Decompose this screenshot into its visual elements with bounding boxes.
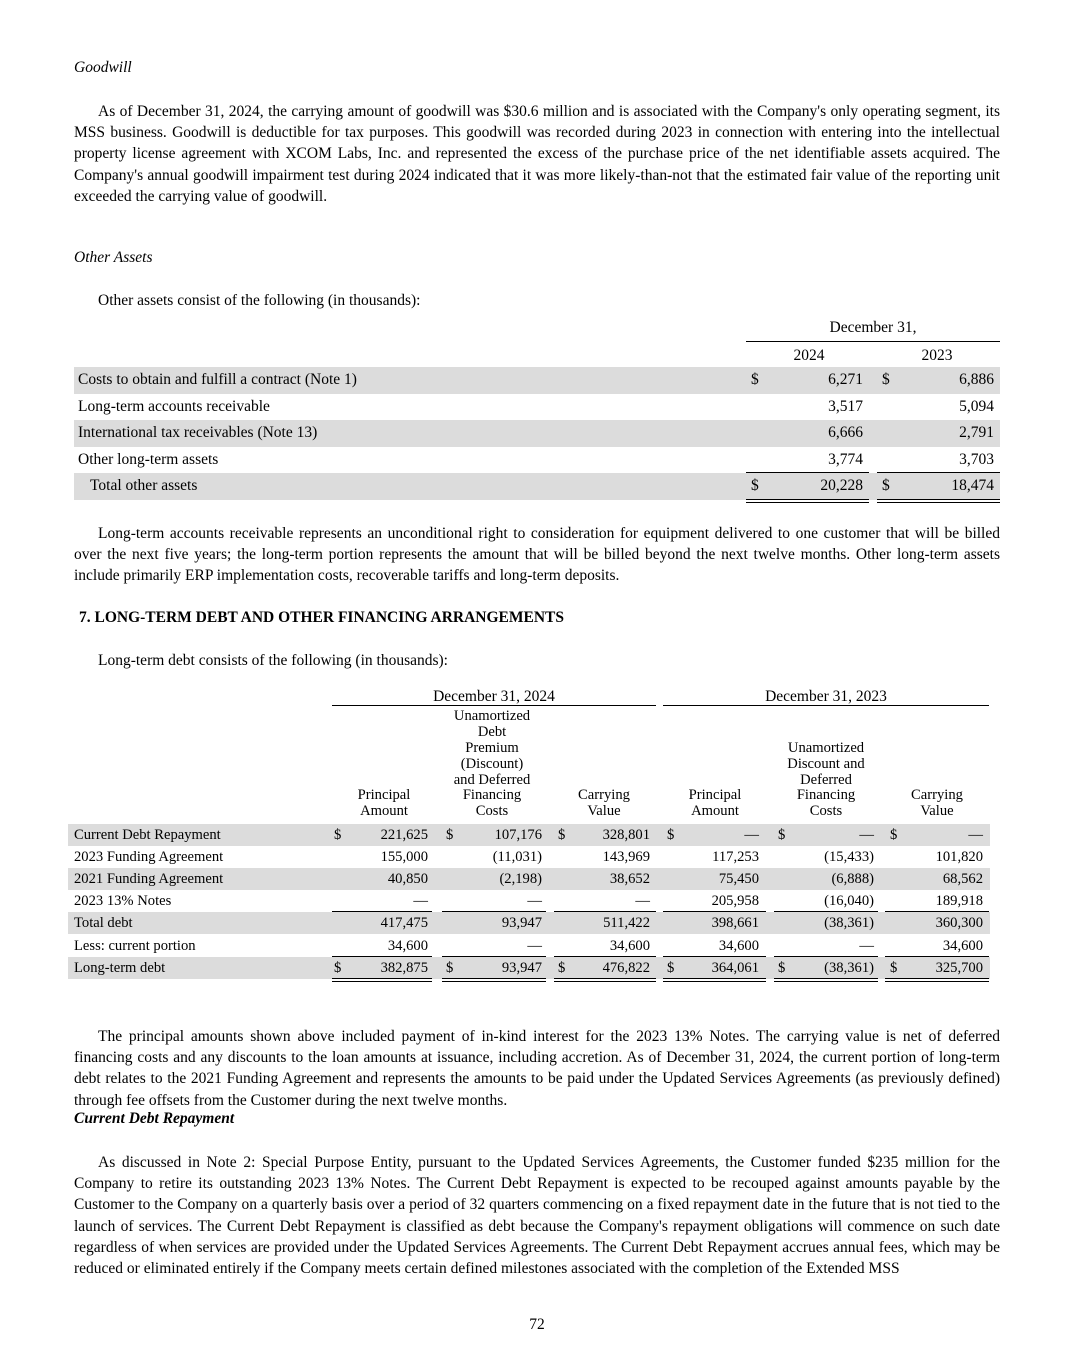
column-header <box>663 788 767 820</box>
column-header <box>438 709 546 820</box>
debt-value: 68,562 <box>942 871 983 888</box>
dollar-sign: $ <box>751 371 759 388</box>
header-rule <box>746 341 1000 342</box>
debt-value: (6,888) <box>831 871 874 888</box>
column-header-line: Financing <box>462 787 522 804</box>
debt-row <box>68 935 990 957</box>
value-2023: 6,886 <box>959 371 994 388</box>
value-2023: 18,474 <box>951 477 994 494</box>
debt-lead: Long-term debt consists of the following (in thousands): <box>98 652 448 669</box>
debt-value: 364,061 <box>711 959 759 976</box>
debt-value: 93,947 <box>501 915 542 932</box>
year-2023-header: 2023 <box>921 347 953 364</box>
column-header-line: Debt <box>477 724 507 741</box>
debt-value: 382,875 <box>380 959 428 976</box>
debt-value: 34,600 <box>387 937 428 954</box>
debt-value: — <box>413 893 428 910</box>
row-label: Long-term debt <box>74 959 166 976</box>
dollar-sign: $ <box>558 827 566 843</box>
debt-value: (16,040) <box>824 893 874 910</box>
total-double-rule <box>663 978 766 982</box>
column-header-line: Premium <box>465 739 519 756</box>
column-header-line: Amount <box>360 803 408 820</box>
column-header-line: Principal <box>688 787 742 804</box>
column-header <box>771 741 881 820</box>
debt-value: — <box>859 827 874 843</box>
dollar-sign: $ <box>890 827 898 843</box>
debt-value: 511,422 <box>603 915 650 932</box>
debt-value: 107,176 <box>494 827 542 843</box>
row-label: 2023 13% Notes <box>74 893 172 910</box>
section-7-heading: 7. LONG-TERM DEBT AND OTHER FINANCING ARRANGEMENTS <box>79 609 565 626</box>
debt-value: (11,031) <box>492 849 542 866</box>
debt-value: 38,652 <box>609 871 650 888</box>
debt-value: 143,969 <box>602 849 650 866</box>
debt-row <box>68 824 990 846</box>
dollar-sign: $ <box>667 827 675 843</box>
debt-value: (15,433) <box>824 849 874 866</box>
column-header <box>552 788 656 820</box>
row-label: International tax receivables (Note 13) <box>78 424 318 441</box>
header-rule <box>332 705 656 706</box>
dollar-sign: $ <box>882 477 890 494</box>
total-double-rule <box>332 978 432 982</box>
dollar-sign: $ <box>778 959 786 976</box>
other-assets-row <box>74 447 1000 474</box>
debt-value: — <box>527 893 542 910</box>
debt-value: 476,822 <box>602 959 650 976</box>
dollar-sign: $ <box>778 827 786 843</box>
goodwill-paragraph: As of December 31, 2024, the carrying amount of goodwill was $30.6 million and is associated with the Company's only operating segment, its MSS business. Goodwill is deductible for tax purposes. This goodwill was recorded during 2023 in connection with entering into the intellectual property license agreement with XCOM Labs, Inc. and represented the excess of the purchase price of the net identifiable assets acquired. The Company's annual goodwill impairment test during 2024 indicated that it was more likely-than-not that the estimated fair value of the reporting unit exceeded the carrying value of goodwill. <box>74 103 1000 205</box>
other-assets-paragraph: Long-term accounts receivable represents an unconditional right to consideration for equipment delivered to one customer that will be billed over the next five years; the long-term portion represents the amount that will be billed beyond the next twelve months. Other long-term assets include primarily ERP implementation costs, recoverable tariffs and long-term deposits. <box>74 525 1000 585</box>
debt-value: — <box>744 827 759 843</box>
page-number: 72 <box>529 1316 545 1333</box>
total-double-rule <box>774 978 878 982</box>
column-header-line: Deferred <box>800 771 852 788</box>
debt-value: 189,918 <box>935 893 983 910</box>
group-header-2024: December 31, 2024 <box>433 688 555 705</box>
year-2024-header: 2024 <box>793 347 825 364</box>
total-double-rule <box>554 978 656 982</box>
row-label: Total other assets <box>90 477 198 494</box>
column-header-line: and Deferred <box>453 771 531 788</box>
group-header-2023: December 31, 2023 <box>765 688 887 705</box>
column-header-line: Unamortized <box>787 740 865 756</box>
debt-value: 40,850 <box>387 871 428 888</box>
column-header-line: Discount and <box>787 755 865 772</box>
dollar-sign: $ <box>558 959 566 976</box>
row-label: Current Debt Repayment <box>74 827 221 843</box>
column-header-line: Value <box>587 803 621 820</box>
column-header-line: Value <box>920 803 954 820</box>
value-2023: 5,094 <box>959 397 994 415</box>
current-debt-heading: Current Debt Repayment <box>74 1110 235 1127</box>
debt-value: — <box>635 893 650 910</box>
value-2024: 3,774 <box>828 450 863 468</box>
value-2023: 2,791 <box>959 424 994 441</box>
dollar-sign: $ <box>667 959 675 976</box>
row-label: 2021 Funding Agreement <box>74 871 224 888</box>
dollar-sign: $ <box>446 959 454 976</box>
debt-row <box>68 890 990 912</box>
current-debt-paragraph: As discussed in Note 2: Special Purpose Entity, pursuant to the Updated Services Agreements, the Customer funded $235 million for the Company to retire its outstanding 2023 13% Notes. The Current Debt Repayment is expected to be recouped against amounts payable by the Customer to the Company on a quarterly basis over a period of 32 quarters commencing on a fixed repayment date in the future that is not tied to the launch of services. The Current Debt Repayment is classified as debt because the Company's repayment obligations will commence on such date regardless of when services are provided under the Updated Services Agreements. The Current Debt Repayment accrues annual fees, which may be reduced or eliminated entirely if the Company meets certain defined milestones associated with the completion of the Extended MSS <box>74 1154 1000 1278</box>
dollar-sign: $ <box>751 477 759 494</box>
column-header-line: Carrying <box>578 787 630 804</box>
debt-row <box>68 868 990 890</box>
debt-value: 221,625 <box>380 827 428 843</box>
debt-value: 34,600 <box>718 937 759 954</box>
row-label: Total debt <box>74 915 133 932</box>
debt-value: 360,300 <box>935 915 983 932</box>
column-header-line: Principal <box>357 787 411 804</box>
debt-value: 117,253 <box>712 849 759 866</box>
other-assets-lead: Other assets consist of the following (in thousands): <box>98 292 421 309</box>
debt-row <box>68 846 990 868</box>
debt-value: 398,661 <box>711 915 759 932</box>
row-label: Long-term accounts receivable <box>78 397 270 415</box>
column-header-line: Unamortized <box>453 708 531 725</box>
column-header-line: Costs <box>475 803 509 820</box>
debt-value: — <box>527 937 542 954</box>
column-header-line: Carrying <box>911 787 963 804</box>
header-rule <box>663 705 989 706</box>
debt-value: (38,361) <box>824 915 874 932</box>
debt-value: 93,947 <box>501 959 542 976</box>
debt-value: (38,361) <box>824 959 874 976</box>
column-header <box>885 788 989 820</box>
column-header-line: Financing <box>796 787 856 804</box>
value-2024: 3,517 <box>828 397 863 415</box>
other-assets-date-header: December 31, <box>829 319 917 336</box>
debt-value: 205,958 <box>711 893 759 910</box>
dollar-sign: $ <box>890 959 898 976</box>
debt-row <box>68 912 990 934</box>
row-label: 2023 Funding Agreement <box>74 849 224 866</box>
total-double-rule <box>746 499 869 503</box>
row-label: Other long-term assets <box>78 450 219 468</box>
debt-value: 328,801 <box>602 827 650 843</box>
total-double-rule <box>877 499 1000 503</box>
column-header-line: (Discount) <box>460 755 524 772</box>
debt-paragraph: The principal amounts shown above included payment of in-kind interest for the 2023 13% Notes. The carrying value is net of deferred financing costs and any discounts to the loan amounts at issuance, including accretion. As of December 31, 2024, the current portion of long-term debt relates to the 2021 Funding Agreement and represents the amounts to be paid under the Updated Services Agreements (as previously defined) through fee offsets from the Customer during the next twelve months. <box>74 1028 1000 1109</box>
debt-value: 34,600 <box>609 937 650 954</box>
debt-value: 417,475 <box>380 915 428 932</box>
value-2023: 3,703 <box>959 450 994 468</box>
value-2024: 6,271 <box>828 371 863 388</box>
row-label: Less: current portion <box>74 937 196 954</box>
debt-value: 75,450 <box>718 871 759 888</box>
debt-value: 325,700 <box>935 959 983 976</box>
other-assets-row <box>74 367 1000 394</box>
dollar-sign: $ <box>882 371 890 388</box>
goodwill-heading: Goodwill <box>74 59 132 76</box>
other-assets-heading: Other Assets <box>74 249 153 266</box>
other-assets-row <box>74 473 1000 500</box>
debt-value: — <box>859 937 874 954</box>
debt-value: — <box>968 827 983 843</box>
value-2024: 6,666 <box>828 424 863 441</box>
value-2024: 20,228 <box>820 477 863 494</box>
debt-row <box>68 957 990 979</box>
debt-value: 101,820 <box>935 849 983 866</box>
column-header <box>332 788 436 820</box>
other-assets-row <box>74 394 1000 421</box>
debt-value: (2,198) <box>499 871 542 888</box>
row-label: Costs to obtain and fulfill a contract (Note 1) <box>78 371 357 388</box>
other-assets-row <box>74 420 1000 447</box>
dollar-sign: $ <box>446 827 454 843</box>
dollar-sign: $ <box>334 827 342 843</box>
column-header-line: Costs <box>809 803 843 820</box>
column-header-line: Amount <box>691 803 739 820</box>
total-double-rule <box>442 978 546 982</box>
debt-value: 34,600 <box>942 937 983 954</box>
total-double-rule <box>885 978 989 982</box>
debt-value: 155,000 <box>380 849 428 866</box>
dollar-sign: $ <box>334 959 342 976</box>
